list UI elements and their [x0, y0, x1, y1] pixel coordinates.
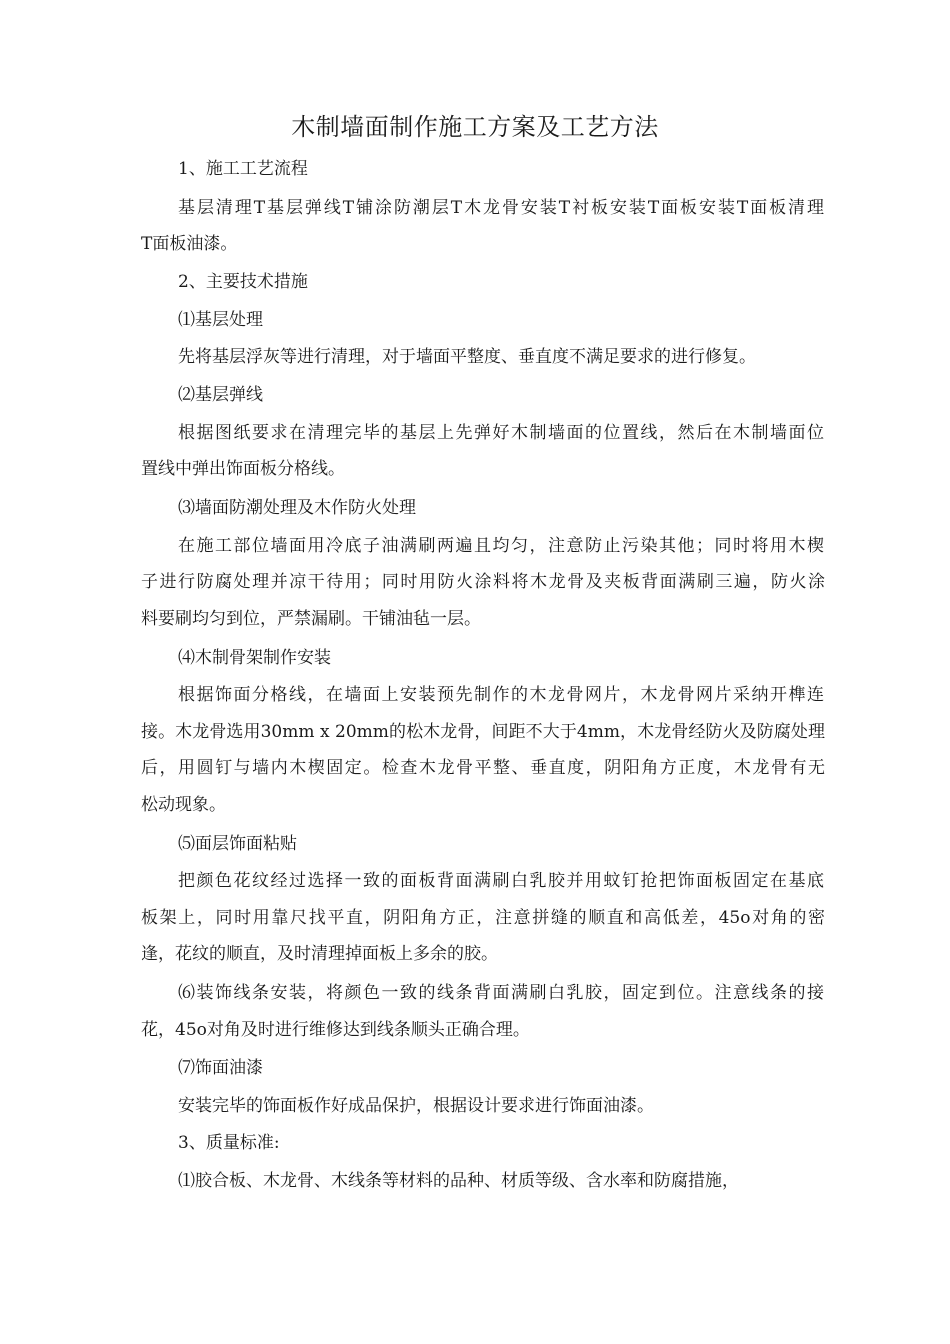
subsection-heading: ⑺饰面油漆	[178, 1058, 263, 1078]
subsection-heading: ⑷木制骨架制作安装	[178, 648, 331, 668]
subsection-heading: ⑵基层弹线	[178, 385, 263, 405]
paragraph-line: 子进行防腐处理并凉干待用；同时用防火涂料将木龙骨及夹板背面满刷三遍，防火涂	[141, 572, 825, 592]
paragraph-line: 基层清理T基层弹线T铺涂防潮层T木龙骨安装T衬板安装T面板安装T面板清理	[178, 198, 824, 218]
paragraph-line: 在施工部位墙面用冷底子油满刷两遍且均匀，注意防止污染其他；同时将用木楔	[178, 536, 824, 556]
paragraph-line: 安装完毕的饰面板作好成品保护，根据设计要求进行饰面油漆。	[178, 1096, 654, 1116]
subsection-heading: ⑸面层饰面粘贴	[178, 834, 297, 854]
paragraph-line: 料要刷均匀到位，严禁漏刷。干铺油毡一层。	[141, 609, 481, 629]
paragraph-line: 逢，花纹的顺直，及时清理掉面板上多余的胶。	[141, 944, 498, 964]
paragraph-line: 根据图纸要求在清理完毕的基层上先弹好木制墙面的位置线，然后在木制墙面位	[178, 423, 824, 443]
subsection-heading: ⑶墙面防潮处理及木作防火处理	[178, 498, 416, 518]
section-heading: 3、质量标准:	[178, 1133, 280, 1153]
paragraph-line: 花，45o对角及时进行维修达到线条顺头正确合理。	[141, 1020, 530, 1040]
section-heading: 1、施工工艺流程	[178, 159, 308, 179]
paragraph-line: 根据饰面分格线，在墙面上安装预先制作的木龙骨网片，木龙骨网片采纳开榫连	[178, 685, 824, 705]
paragraph-line: 后，用圆钉与墙内木楔固定。检查木龙骨平整、垂直度，阴阳角方正度，木龙骨有无	[141, 758, 825, 778]
paragraph-line: ⑴胶合板、木龙骨、木线条等材料的品种、材质等级、含水率和防腐措施，	[178, 1171, 739, 1191]
paragraph-line: 置线中弹出饰面板分格线。	[141, 459, 345, 479]
paragraph-line: 先将基层浮灰等进行清理，对于墙面平整度、垂直度不满足要求的进行修复。	[178, 347, 756, 367]
paragraph-line: ⑹装饰线条安装，将颜色一致的线条背面满刷白乳胶，固定到位。注意线条的接	[178, 983, 824, 1003]
paragraph-line: 板架上，同时用靠尺找平直，阴阳角方正，注意拼缝的顺直和高低差，45o对角的密	[141, 908, 825, 928]
paragraph-line: 松动现象。	[141, 795, 226, 815]
paragraph-line: 把颜色花纹经过选择一致的面板背面满刷白乳胶并用蚊钉抢把饰面板固定在基底	[178, 871, 824, 891]
paragraph-line: 接。木龙骨选用30mm x 20mm的松木龙骨，间距不大于4mm，木龙骨经防火及防腐处理	[141, 722, 825, 742]
subsection-heading: ⑴基层处理	[178, 310, 263, 330]
paragraph-line: T面板油漆。	[141, 234, 238, 254]
section-heading: 2、主要技术措施	[178, 272, 308, 292]
document-title: 木制墙面制作施工方案及工艺方法	[291, 113, 659, 141]
